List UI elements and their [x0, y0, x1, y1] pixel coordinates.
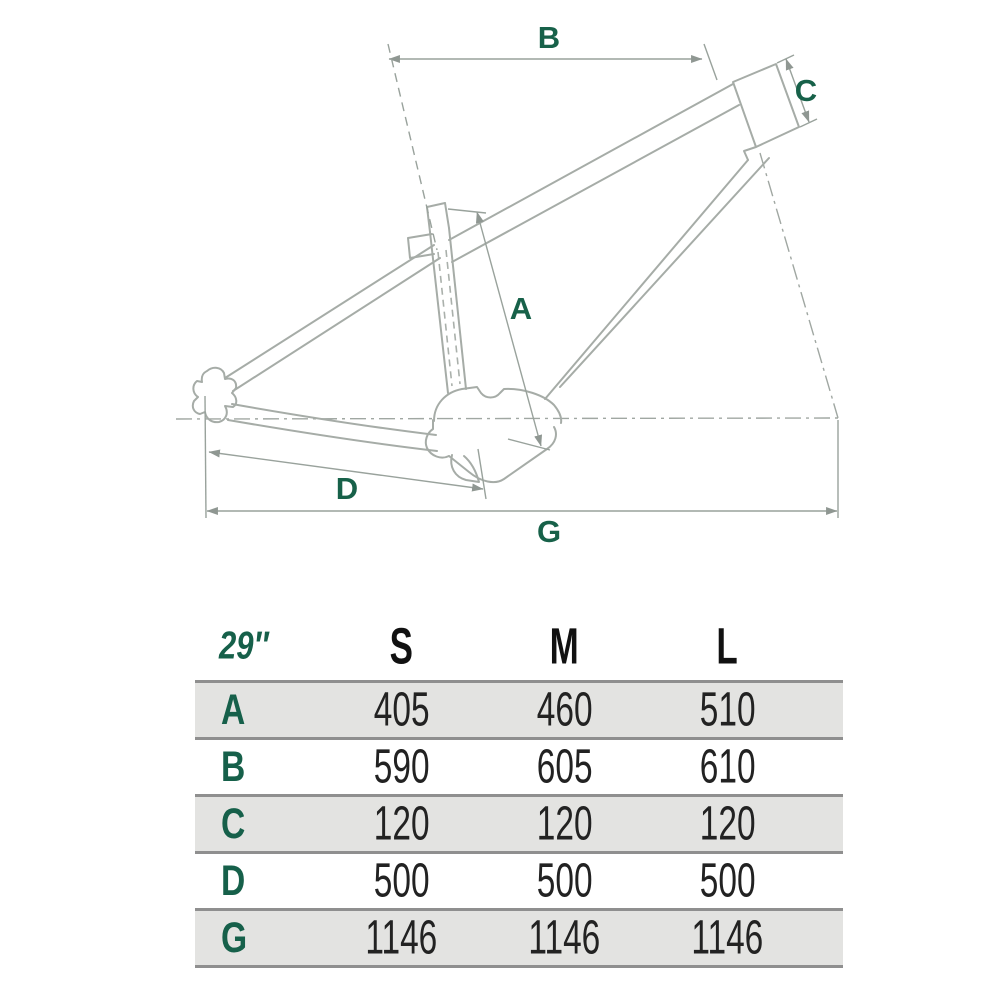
down-tube-upper-edge	[560, 158, 769, 387]
wheel-size-text: 29″	[219, 623, 269, 668]
dim-ext-C-top	[777, 55, 794, 63]
value-G-L	[646, 908, 809, 965]
value-B-S	[320, 737, 483, 794]
row-label-B	[195, 737, 320, 794]
row-spacer	[809, 680, 843, 737]
head-tube-step	[744, 147, 756, 160]
dim-line-A	[477, 212, 541, 446]
value-A-L-text: 510	[699, 682, 756, 737]
dim-label-A: A	[509, 291, 533, 326]
column-header-s	[320, 612, 483, 680]
dim-label-G: G	[536, 514, 562, 549]
column-header-m	[483, 612, 646, 680]
value-C-L-text: 120	[699, 796, 756, 851]
row-spacer	[809, 851, 843, 908]
dim-ext-A-bottom	[508, 439, 550, 450]
value-D-M-text: 500	[536, 853, 593, 908]
dim-label-C: C	[794, 73, 818, 108]
row-label-G-text: G	[221, 914, 248, 961]
value-G-M-text: 1146	[528, 910, 601, 965]
column-header-l-text: L	[716, 617, 739, 675]
dim-label-D: D	[335, 471, 359, 506]
value-G-S	[320, 908, 483, 965]
row-label-C	[195, 794, 320, 851]
axle-centerline	[176, 418, 838, 419]
row-label-D	[195, 851, 320, 908]
value-G-M	[483, 908, 646, 965]
dimension-lines	[205, 44, 838, 518]
value-C-S-text: 120	[373, 796, 430, 851]
seat-stay-lower-edge	[233, 258, 440, 391]
row-label-A-text: A	[221, 686, 246, 733]
value-D-L-text: 500	[699, 853, 756, 908]
value-C-L	[646, 794, 809, 851]
header-spacer	[809, 612, 843, 680]
wheel-size-label	[195, 612, 320, 680]
row-label-B-text: B	[221, 743, 246, 790]
value-B-M-text: 605	[536, 739, 593, 794]
row-spacer	[809, 737, 843, 794]
geometry-table	[195, 612, 843, 968]
value-C-S	[320, 794, 483, 851]
steering-axis-centerline	[760, 153, 838, 418]
seat-axis-extension	[388, 44, 437, 250]
seatpost-hidden-lines	[438, 250, 460, 386]
seat-tube-top-cap	[427, 203, 445, 207]
value-B-L	[646, 737, 809, 794]
motor-housing-top	[434, 387, 561, 423]
down-tube-lower-edge	[545, 160, 748, 399]
motor-guard	[449, 427, 556, 482]
row-label-A	[195, 680, 320, 737]
value-C-M-text: 120	[536, 796, 593, 851]
dim-ext-D-right	[478, 449, 486, 499]
value-A-L	[646, 680, 809, 737]
head-tube	[733, 64, 799, 147]
value-D-S	[320, 851, 483, 908]
value-A-S	[320, 680, 483, 737]
row-label-G	[195, 908, 320, 965]
dim-ext-A-top	[448, 209, 486, 213]
row-spacer	[809, 908, 843, 965]
value-D-L	[646, 851, 809, 908]
bike-frame-outline	[193, 64, 799, 482]
dim-label-B: B	[537, 20, 561, 55]
seat-stay-upper-edge	[225, 245, 434, 378]
value-A-M-text: 460	[536, 682, 593, 737]
value-D-M	[483, 851, 646, 908]
value-G-L-text: 1146	[691, 910, 764, 965]
chainstay-lower-edge	[228, 420, 437, 451]
row-spacer	[809, 794, 843, 851]
dim-ext-left-vertical	[205, 396, 206, 518]
seat-tube-right-edge	[449, 228, 466, 389]
top-tube-upper-edge	[449, 84, 733, 240]
value-B-L-text: 610	[699, 739, 756, 794]
value-C-M	[483, 794, 646, 851]
value-B-M	[483, 737, 646, 794]
row-label-D-text: D	[221, 857, 246, 904]
chainstay-upper-edge	[232, 404, 436, 435]
row-label-C-text: C	[221, 800, 246, 847]
value-G-S-text: 1146	[365, 910, 438, 965]
seat-stub-right	[445, 203, 449, 228]
value-A-S-text: 405	[373, 682, 430, 737]
column-header-l	[646, 612, 809, 680]
motor-housing-left	[426, 420, 449, 458]
dim-ext-B-right	[704, 44, 717, 80]
column-header-s-text: S	[389, 617, 414, 675]
value-A-M	[483, 680, 646, 737]
value-D-S-text: 500	[373, 853, 430, 908]
column-header-m-text: M	[549, 617, 580, 675]
axis-centerlines	[176, 153, 838, 419]
value-B-S-text: 590	[373, 739, 430, 794]
